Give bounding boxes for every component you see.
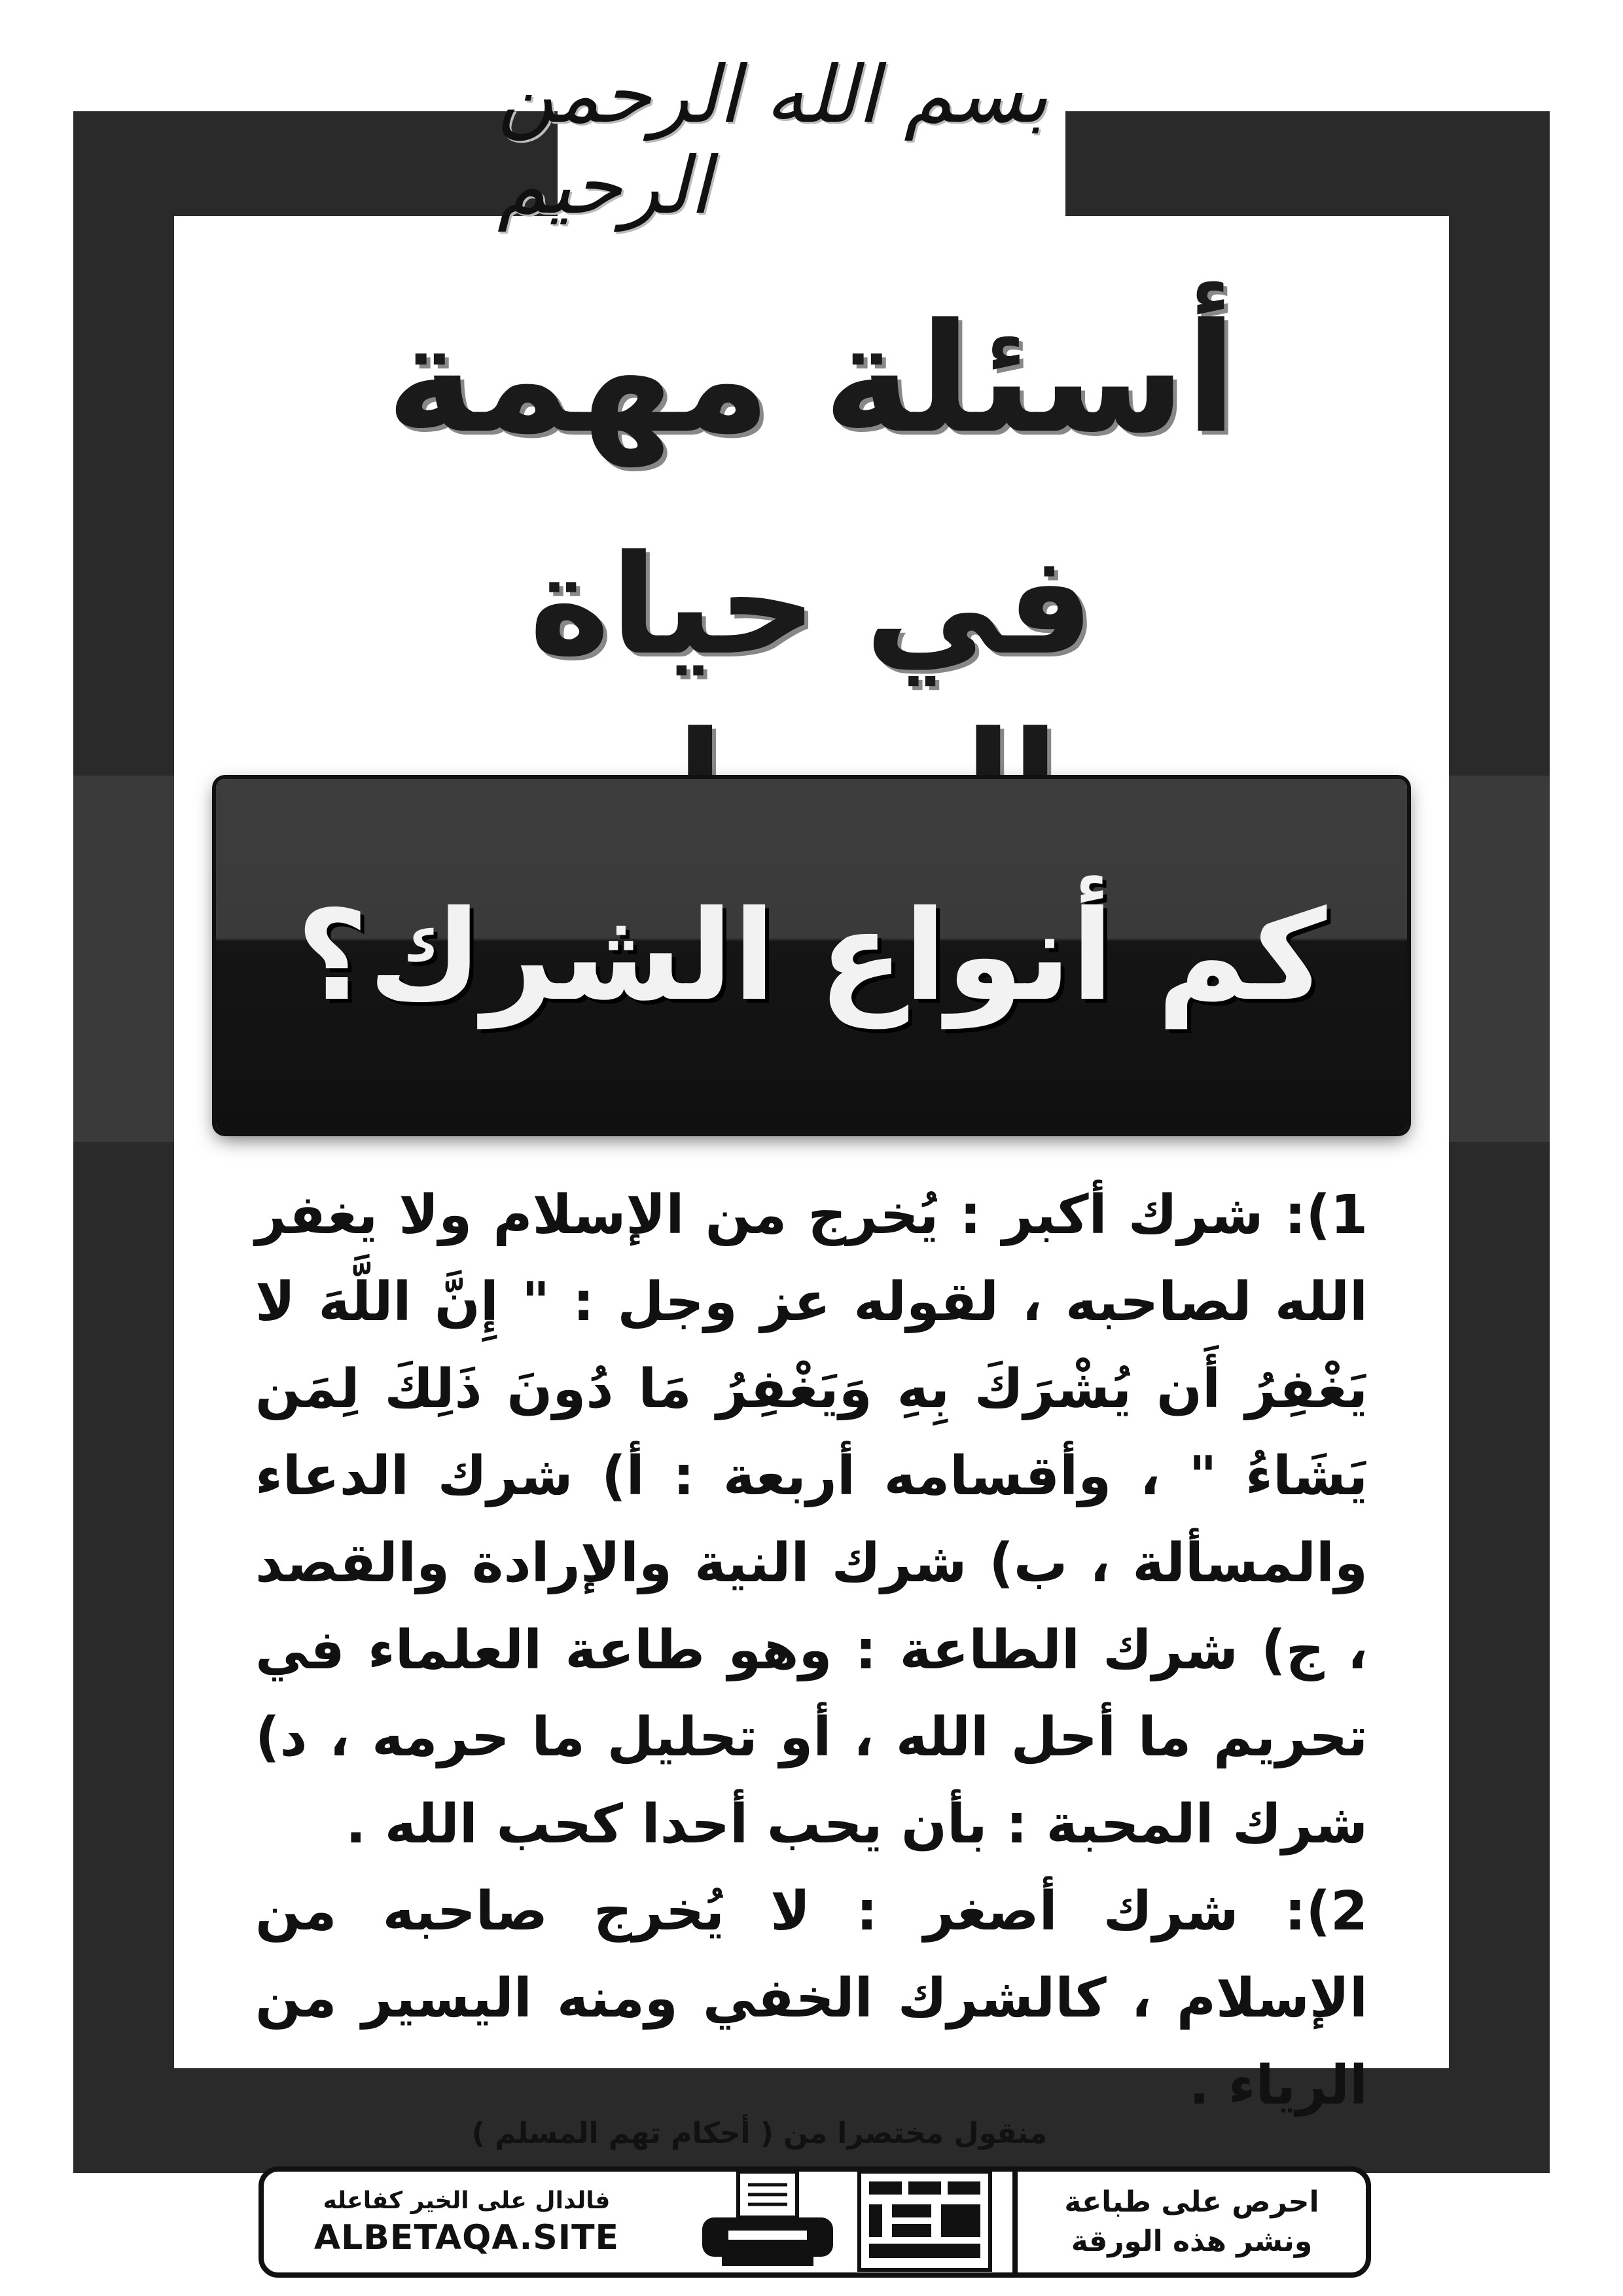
basmala (497, 50, 1126, 232)
printer-icon (689, 2165, 846, 2276)
frame-top-right-bar (1065, 111, 1550, 216)
frame-left (73, 111, 174, 2173)
answer-paragraph-1: 1): شرك أكبر : يُخرج من الإسلام ولا يغفر الله لصاحبه ، لقوله عز وجل : " إِنَّ اللَّهَ لا يَغْفِرُ أَن يُشْرَكَ بِهِ وَيَغْفِرُ مَا دُونَ ذَلِكَ لِمَن يَشَاءُ " ، وأقسامه أربعة : أ) شرك الدعاء والمسألة ، ب) شرك النية والإرادة والقصد ، ج) شرك الطاعة : وهو طاعة العلماء في تحريم ما أحل الله ، أو تحليل ما حرمه ، د) شرك المحبة : بأن يحب أحدا كحب الله . (255, 1184, 1368, 1856)
footer-tagline: فالدال على الخير كفاعله (323, 2187, 611, 2214)
footer-cta-line-1: احرص على طباعة (1064, 2185, 1319, 2219)
question-banner (216, 779, 1407, 1132)
basmala-text: بسم الله الرحمن الرحيم (497, 50, 1048, 232)
page-title: أسئلة مهمة (385, 292, 1238, 467)
footer-cta (1012, 2172, 1366, 2272)
daawa-logo (846, 2165, 1003, 2276)
frame-top-left-bar (73, 111, 558, 216)
answer-body (255, 1172, 1368, 2129)
footer-box (259, 2166, 1371, 2278)
footer-site-block (264, 2172, 669, 2272)
footer-cta-line-2: ونشر هذه الورقة (1071, 2225, 1313, 2258)
frame-right (1449, 111, 1550, 2173)
source-citation: منقول مختصرا من ( أحكام تهم المسلم ) (471, 2117, 1047, 2150)
answer-paragraph-2: 2): شرك أصغر : لا يُخرج صاحبه من الإسلام ، كالشرك الخفي ومنه اليسير من الرياء . (255, 1880, 1368, 2117)
footer-site-link[interactable]: ALBETAQA.SITE (313, 2217, 620, 2257)
page-subtitle: في حياة (529, 525, 1094, 685)
question-text: كم أنواع الشرك؟ (296, 883, 1327, 1028)
